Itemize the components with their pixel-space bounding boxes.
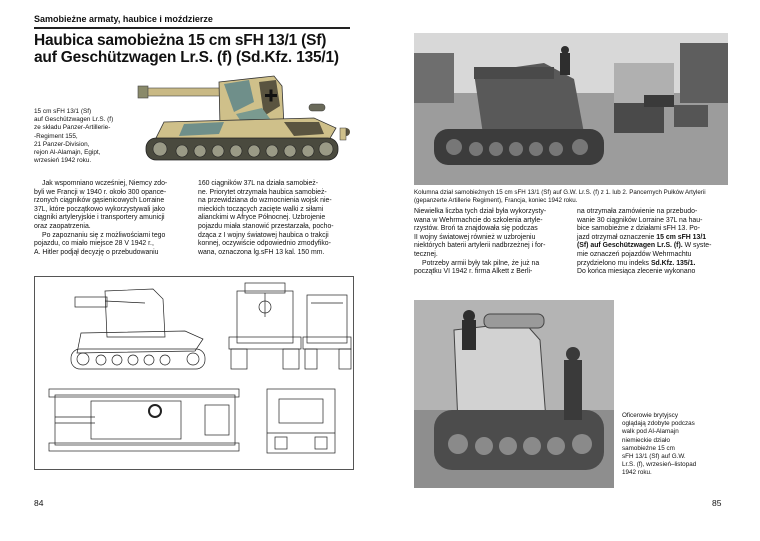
text-line: pojazdu miała stanowić przestarzała, pocho- (198, 222, 334, 230)
caption-line: Kolumna dział samobieżnych 15 cm sFH 13/1 (Sf) auf G.W. Lr.S. (f) z 1. lub 2. Pancernych Pułków Artylerii (414, 189, 706, 196)
caption-line: 1942 roku. (622, 469, 652, 477)
tank-color-illustration (124, 72, 354, 172)
rear-top-view-drawing (267, 389, 335, 453)
text-line: na przewidziana do wzmocnienia wojsk nie- (198, 197, 332, 205)
caption-line: walk pod Al-Alamajn (622, 428, 679, 436)
designation-bold: (Sf) auf Geschützwagen Lr.S. (f). (577, 242, 683, 250)
text-line: byli we Francji w 1940 r. około 300 opance- (34, 188, 167, 196)
text-line (577, 242, 729, 251)
caption-line: -Regiment 155, (34, 132, 78, 140)
text-line: II wojny światowej również w uzbrojeniu (414, 233, 536, 241)
text-line: Niewielka liczba tych dział była wykorzysty- (414, 208, 547, 215)
text-line: dząca z I wojny światowej haubica o trakcji (198, 231, 329, 239)
text-line: wana, oznaczona lg.sFH 13 kal. 150 mm. (198, 248, 325, 256)
tank-illustration-caption (34, 108, 124, 165)
section-label: Samobieżne armaty, haubice i moździerze (34, 14, 213, 24)
text-line: rzystów. Broń ta znajdowała się podczas (414, 225, 538, 233)
text-line: wana w Wehrmachcie do szkolenia artyle- (414, 216, 543, 224)
photo2-caption (622, 412, 730, 478)
rear-view-drawing (303, 295, 351, 369)
text-line: Potrzeby armii były tak pilne, że już na (422, 259, 540, 267)
text-line: ne. Priorytet otrzymała haubica samobież- (198, 188, 327, 196)
text-line: Do końca miesiąca zlecenie wykonano (577, 268, 696, 276)
caption-line: wrzesień 1942 roku. (34, 157, 92, 165)
text-column-4 (577, 208, 729, 277)
text-fragment: przydzielono mu indeks (577, 259, 650, 267)
caption-line: samobieżne 15 cm (622, 444, 675, 452)
text-line: początku VI 1942 r. firma Alkett z Berli- (414, 268, 533, 276)
title-line-1: Haubica samobieżna 15 cm sFH 13/1 (Sf) (34, 32, 327, 49)
text-line: mieckich toczących zacięte walki z siłami (198, 205, 324, 213)
technical-drawing (34, 276, 354, 470)
column-photo (414, 33, 728, 185)
title-line-2: auf Geschützwagen Lr.S. (f) (Sd.Kfz. 135/1) (34, 49, 339, 66)
caption-line: 15 cm sFH 13/1 (Sf) (34, 108, 92, 115)
text-line: ciągniki artyleryjskie i transportery amunicji (34, 214, 165, 222)
index-bold: Sd.Kfz. 135/1. (650, 259, 696, 267)
text-line: konnej, oczywiście odpowiednio zmodyfiko- (198, 240, 331, 248)
text-line: pojazdu, co miało miejsce 28 V 1942 r., (34, 240, 154, 248)
text-fragment: W syste- (684, 242, 712, 250)
caption-line: ze składu Panzer-Artillerie- (34, 124, 111, 132)
side-view-drawing (71, 289, 205, 369)
text-line: A. Hitler podjął decyzję o przebudowaniu (34, 248, 159, 256)
text-column-2 (198, 180, 350, 257)
caption-line: (gepanzerte Artillerie Regiment), Francja, koniec 1942 roku. (414, 197, 578, 204)
text-line: mie oznaczeń pojazdów Wehrmachtu (577, 250, 692, 258)
page-title (34, 32, 354, 66)
officers-photo (414, 300, 614, 488)
header-rule (34, 27, 350, 29)
text-line: rzonych ciągników gąsienicowych Lorraine (34, 197, 165, 205)
caption-line: niemieckie działo (622, 436, 670, 444)
designation-bold: 15 cm sFH 13/1 (656, 233, 707, 241)
caption-line: sFH 13/1 (Sf) auf G.W. (622, 453, 686, 461)
text-column-3 (414, 208, 566, 277)
caption-line: rejon Al-Alamajn, Egipt, (34, 149, 101, 157)
text-line: niektórych baterii artylerii nadbrzeżnej i for- (414, 242, 546, 250)
text-line: 160 ciągników 37L na działa samobież- (198, 180, 319, 187)
text-line: tecznej. (414, 250, 438, 258)
text-line: 37L, które początkowo wykorzystywali jako (34, 205, 165, 213)
photo1-caption (414, 189, 730, 205)
page-number-right: 85 (712, 498, 722, 508)
caption-line: Oficerowie brytyjscy (622, 412, 678, 419)
text-column-1 (34, 180, 186, 257)
text-line (577, 260, 729, 269)
text-line: alianckimi w Afryce Północnej. Uzbrojenie (198, 214, 326, 222)
page-number-left: 84 (34, 498, 44, 508)
text-line: bice samobieżne z działami sFH 13. Po- (577, 225, 700, 233)
caption-line: auf Geschützwagen Lr.S. (f) (34, 116, 114, 124)
caption-line: 21 Panzer-Division, (34, 140, 90, 148)
top-view-drawing (49, 389, 239, 451)
text-fragment: jazd otrzymał oznaczenie (577, 233, 655, 241)
text-line: wanie 30 ciągników Lorraine 37L na hau- (577, 216, 703, 224)
text-line (577, 234, 729, 243)
caption-line: oglądają zdobyte podczas (622, 420, 695, 428)
text-line: na otrzymała zamówienie na przebudo- (577, 208, 698, 215)
text-line: Po zapoznaniu się z możliwościami tego (42, 231, 166, 239)
front-view-drawing (229, 283, 301, 369)
text-line: Jak wspomniano wcześniej, Niemcy zdo- (42, 180, 168, 187)
text-line: oraz zaopatrzenia. (34, 222, 91, 230)
caption-line: Lr.S. (f), wrzesień–listopad (622, 461, 697, 469)
